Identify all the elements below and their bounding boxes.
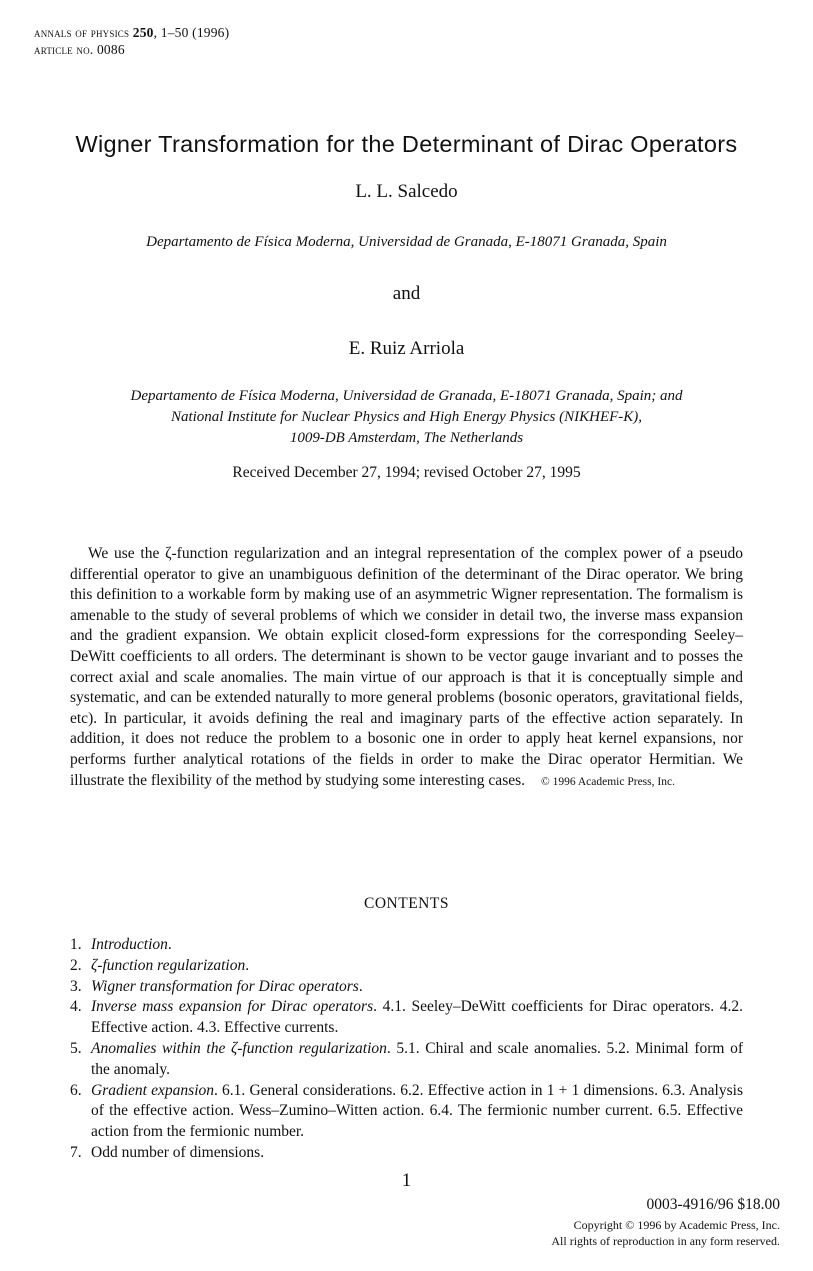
article-label: article no. (34, 42, 94, 57)
journal-volume: 250 (132, 25, 154, 40)
contents-heading: CONTENTS (364, 895, 449, 912)
contents-item-title: Inverse mass expansion for Dirac operators (91, 998, 374, 1016)
received-dates: Received December 27, 1994; revised October 27, 1995 (232, 464, 581, 481)
abstract (70, 544, 743, 792)
article-number-line (34, 41, 229, 58)
affiliation-2-line-3: 1009-DB Amsterdam, The Netherlands (289, 430, 524, 446)
contents-item-number: 6. (70, 1081, 82, 1099)
contents-item: 5. Anomalies within the ζ-function regularization. 5.1. Chiral and scale anomalies. 5.2. Minimal form of the anomaly. (70, 1039, 743, 1078)
contents-item-title: Introduction (91, 936, 168, 953)
footer (551, 1195, 780, 1249)
contents-item-title: Anomalies within the ζ-function regularization (91, 1039, 387, 1057)
abstract-text: We use the ζ-function regularization and an integral representation of the complex power of a pseudo differential operator to give an unambiguous definition of the determinant of the Dirac operator. We bring this definition to a workable form by making use of an asymmetric Wigner representation. The formalism is amenable to the study of several problems of which we consider in detail two, the inverse mass expansion and the gradient expansion. We obtain explicit closed-form expressions for the corresponding Seeley–DeWitt coefficients to all orders. The determinant is shown to be vector gauge invariant and to posses the correct axial and scale anomalies. The main virtue of our approach is that it is conceptually simple and systematic, and can be extended naturally to more general problems (bosonic operators, gravitational fields, etc). In particular, it avoids defining the real and imaginary parts of the effective action separately. In addition, it does not reduce the problem to a bosonic one in order to apply heat kernel expansions, nor performs further analytical rotations of the fields in order to make the Dirac operator Hermitian. We illustrate the flexibility of the method by studying some interesting cases. (70, 545, 743, 789)
contents-item (70, 1143, 743, 1164)
contents-item-subsections: 4.1. Seeley–DeWitt coefficients for Dirac operators. 4.2. Effective action. 4.3. Effective currents. (91, 998, 743, 1037)
affiliation-2 (0, 386, 813, 449)
paper-title: Wigner Transformation for the Determinant of Dirac Operators (75, 131, 738, 157)
contents-item-number: 3. (70, 977, 82, 995)
contents-item-number: 2. (70, 956, 82, 974)
contents-item: 4. Inverse mass expansion for Dirac operators. 4.1. Seeley–DeWitt coefficients for Dirac operators. 4.2. Effective action. 4.3. Effective currents. (70, 998, 743, 1037)
issn-price: 0003-4916/96 $18.00 (646, 1196, 780, 1213)
journal-name: annals of physics (34, 25, 130, 40)
contents-item: 1. Introduction. (70, 935, 743, 956)
affiliation-2-line-2: National Institute for Nuclear Physics and High Energy Physics (NIKHEF-K), (170, 409, 643, 425)
contents-item: 2. ζ-function regularization. (70, 956, 743, 977)
contents-item: 3. Wigner transformation for Dirac operators. (70, 977, 743, 998)
author-2: E. Ruiz Arriola (348, 338, 465, 359)
and-separator: and (392, 283, 421, 304)
footer-copyright: Copyright © 1996 by Academic Press, Inc. (573, 1218, 780, 1232)
footer-rights: All rights of reproduction in any form reserved. (551, 1233, 780, 1248)
contents-list (70, 935, 743, 1164)
contents-item-title: Gradient expansion (91, 1081, 214, 1099)
author-1: L. L. Salcedo (355, 181, 458, 202)
contents-item-title: ζ-function regularization (91, 956, 246, 974)
contents-item-number: 7. (70, 1143, 82, 1161)
contents-item-title: Wigner transformation for Dirac operators (91, 977, 359, 995)
affiliation-2-line-1: Departamento de Física Moderna, Universidad de Granada, E-18071 Granada, Spain; and (130, 388, 683, 404)
article-number: 0086 (96, 42, 125, 57)
contents-item-subsections: 6.1. General considerations. 6.2. Effective action in 1 + 1 dimensions. 6.3. Analysis of the effective action. Wess–Zumino–Witten action. 6.4. The fermionic number current. 6.5. Effective action from the fermionic number. (91, 1081, 743, 1141)
contents-item: 6. Gradient expansion. 6.1. General considerations. 6.2. Effective action in 1 + 1 dimensions. 6.3. Analysis of the effective action. Wess–Zumino–Witten action. 6.4. The fermionic number current. 6.5. Effective action from the fermionic number. (70, 1081, 743, 1141)
abstract-copyright: © 1996 Academic Press, Inc. (541, 775, 675, 788)
contents-item-number: 1. (70, 936, 82, 953)
contents-item-number: 4. (70, 998, 82, 1016)
journal-pages-year: , 1–50 (1996) (153, 25, 230, 40)
contents-item-subsections: 5.1. Chiral and scale anomalies. 5.2. Minimal form of the anomaly. (91, 1039, 743, 1078)
contents-item-title: Odd number of dimensions. (91, 1143, 265, 1161)
page-number: 1 (401, 1170, 412, 1191)
affiliation-1: Departamento de Física Moderna, Universidad de Granada, E-18071 Granada, Spain (146, 234, 667, 250)
journal-citation (34, 24, 229, 41)
journal-header (34, 24, 229, 58)
contents-item-number: 5. (70, 1039, 82, 1057)
